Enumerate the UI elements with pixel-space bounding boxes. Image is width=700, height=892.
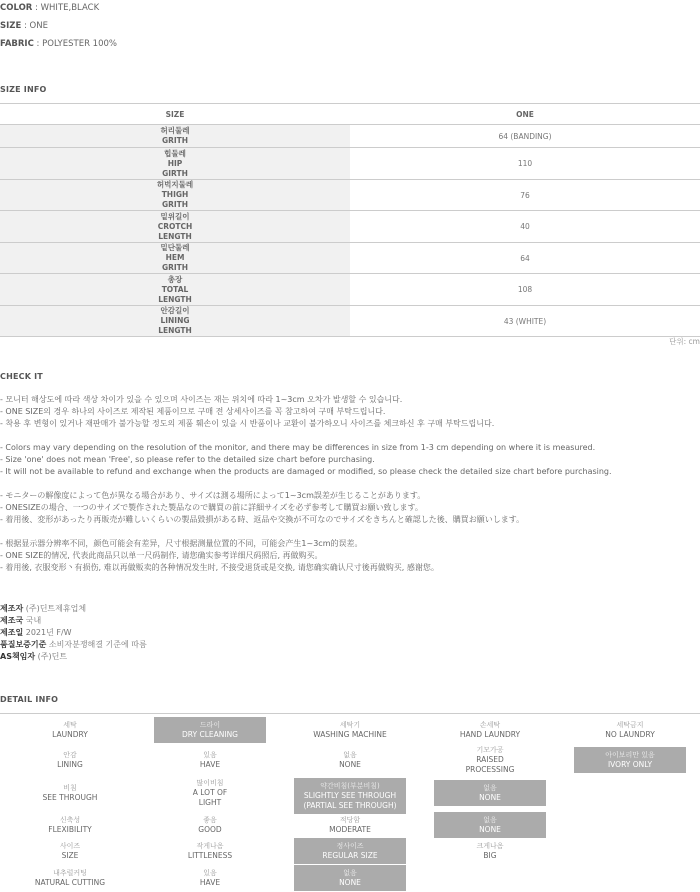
size-header-label: SIZE [0,104,350,125]
spec-label: FABRIC [0,39,34,49]
detail-ko-label: 신축성 [59,815,81,824]
detail-en-label: WASHING MACHINE [313,729,387,739]
unit-note: 단위: cm [669,337,700,346]
size-measure-line: 허벅지둘레 [156,180,194,189]
detail-option [154,841,266,861]
detail-ko-label: 기모가공 [476,746,504,754]
detail-en-label: DRY CLEANING [181,729,238,739]
detail-en-label: PROCESSING [465,765,515,774]
detail-ko-label: 비침 [63,783,77,792]
size-measure-line: TOTAL [161,284,189,294]
detail-en-label: SEE THROUGH [42,792,98,802]
note-block [0,394,612,430]
spec-label: COLOR [0,3,33,13]
detail-ko-label: 있음 [203,750,217,759]
size-measure-line: GRITH [161,136,189,145]
spec-value: ONE [29,21,48,31]
note-line: - Colors may vary depending on the resolution of the monitor, and there may be differences in size from 1-3 cm depending on where it is measured. [0,443,596,452]
note-line: - 모니터 해상도에 따라 색상 차이가 있을 수 있으며 사이즈는 재는 위치에 따라 1~3cm 오차가 발생할 수 있습니다. [0,395,403,404]
note-line: - ONESIZEの場合、一つのサイズで製作された製品なので購買の前に詳細サイズを必ず参考して購買お願い致します。 [0,503,423,512]
spec-value: WHITE,BLACK [40,3,100,13]
detail-option [154,815,266,835]
detail-option [434,720,546,740]
size-measure-label [0,274,350,306]
maker-value: (주)딘트제휴업체 [23,604,87,613]
note-line: - 착용 후 변형이 있거나 재판매가 불가능할 정도의 제품 훼손이 있을 시 반품이나 교환이 불가하오니 사이즈를 체크하신 후 구매 부탁드립니다. [0,419,495,428]
maker-value: (주)딘트 [35,652,68,661]
detail-option [154,778,266,808]
detail-ko-label: 없음 [343,750,357,759]
detail-category [14,720,126,740]
detail-en-label: RAISED [476,755,504,764]
detail-category [14,868,126,888]
detail-ko-label: 내추럴커팅 [53,868,87,877]
maker-info [0,603,147,663]
detail-en-label: (PARTIAL SEE THROUGH) [303,801,397,810]
detail-ko-label: 적당함 [339,815,361,824]
note-line: - 着用後、変形があったり再販売が難しいくらいの製品毀損がある時、返品や交換が不可なのでサイズをきちんと確認した後、購買お願いします。 [0,515,525,524]
size-measure-line: HIP [167,158,183,168]
size-measure-value: 64 (BANDING) [350,125,700,148]
spec-size: SIZE : ONE [0,21,48,31]
detail-ko-label: 없음 [343,869,357,877]
spec-label: SIZE [0,21,22,31]
size-measure-line: 밑단둘레 [160,243,190,252]
detail-en-label: NONE [479,792,501,802]
detail-category [14,750,126,770]
note-block [0,538,612,574]
note-line: - It will not be available to refund and exchange when the products are damaged or modified, so please check the detailed size chart before purchasing. [0,467,612,476]
detail-option [434,745,546,775]
size-measure-line: 안감길이 [160,306,190,315]
note-line: - 着用後, 衣服变形丶有损伤, 难以再做贩卖的各种情况发生时, 不接受退货或是交换, 请您确实确认尺寸後再做购买, 感谢您。 [0,563,439,572]
size-table-row [0,211,700,243]
size-measure-line: GRITH [161,200,189,209]
detail-ko-label: 세탁 [63,720,77,729]
size-measure-value: 76 [350,180,700,211]
detail-option [294,815,406,835]
detail-option [154,868,266,888]
detail-ko-label: 안감 [63,750,77,759]
detail-ko-label: 크게나옴 [476,841,504,850]
size-measure-line: LENGTH [158,231,192,241]
maker-line [0,615,147,627]
detail-en-label: NATURAL CUTTING [34,877,106,887]
detail-ko-label: 사이즈 [59,841,81,850]
size-table-row [0,148,700,180]
note-line: - ONE SIZE的情况, 代表此商品只以单一尺码制作, 请您确实参考详细尺码照后, 再做购买。 [0,551,323,560]
note-block [0,490,612,526]
size-measure-line: LENGTH [158,294,192,304]
detail-ko-label: 세탁금지 [616,720,644,729]
detail-ko-label: 작게나옴 [196,841,224,850]
note-line: - 根据显示器分辨率不同，颜色可能会有差异，尺寸根据测量位置的不同，可能会产生1~3cm的误差。 [0,539,363,548]
detail-ko-label: 없음 [483,783,497,792]
size-measure-value: 110 [350,148,700,180]
spec-value: POLYESTER 100% [42,39,117,49]
detail-en-label: LINING [57,759,83,769]
detail-option [294,720,406,740]
note-block [0,442,612,478]
detail-info-grid [0,713,700,892]
size-measure-line: LENGTH [158,326,192,335]
detail-info-title: DETAIL INFO [0,695,59,704]
check-it-notes [0,394,612,586]
detail-option [574,720,686,740]
size-measure-label [0,243,350,274]
detail-en-label: LITTLENESS [187,850,233,860]
size-measure-line: 허리둘레 [160,126,190,135]
detail-en-label: NO LAUNDRY [605,729,655,739]
detail-en-label: MODERATE [329,824,371,834]
detail-ko-label: 아이보리만 있음 [605,750,655,759]
detail-ko-label: 세탁기 [339,720,361,729]
detail-ko-label: 약간비침(부분비침) [320,782,380,790]
maker-line [0,603,147,615]
detail-en-label: BIG [483,850,497,860]
size-table-row [0,180,700,211]
detail-option [294,778,406,814]
detail-en-label: HAND LAUNDRY [459,729,521,739]
detail-ko-label: 많이비침 [196,779,224,787]
detail-en-label: REGULAR SIZE [322,851,378,860]
size-measure-value: 108 [350,274,700,306]
note-line: - モニターの解像度によって色が異なる場合があり、サイズは測る場所によって1~3cm誤差が生じることがあります。 [0,491,426,500]
detail-en-label: SIZE [61,850,79,860]
detail-option [154,750,266,770]
size-measure-line: 총장 [167,274,183,284]
detail-category [14,841,126,861]
detail-ko-label: 정사이즈 [336,842,364,850]
size-measure-label [0,306,350,337]
detail-en-label: FLEXIBILITY [48,824,92,834]
size-measure-line: GRITH [161,263,189,272]
maker-value: 국내 [23,616,42,625]
detail-ko-label: 좋음 [203,815,217,824]
spec-color: COLOR : WHITE,BLACK [0,3,100,13]
size-table-row [0,125,700,148]
size-measure-value: 43 (WHITE) [350,306,700,337]
detail-en-label: NONE [479,824,501,834]
detail-en-label: IVORY ONLY [607,759,653,769]
detail-option [294,838,406,864]
detail-en-label: NONE [339,759,361,769]
check-it-title: CHECK IT [0,372,43,381]
maker-line [0,651,147,663]
detail-ko-label: 손세탁 [479,720,501,729]
detail-option [154,717,266,743]
note-line: - ONE SIZE의 경우 하나의 사이즈로 제작된 제품이므로 구매 전 상세사이즈를 꼭 참고하여 구매 부탁드립니다. [0,407,386,416]
size-table-row [0,243,700,274]
detail-option [434,812,546,838]
detail-option [434,780,546,806]
detail-en-label: GOOD [198,824,222,834]
detail-en-label: LAUNDRY [52,729,88,739]
detail-category [14,815,126,835]
size-measure-label [0,211,350,243]
detail-ko-label: 드라이 [199,720,221,729]
detail-category [14,783,126,803]
size-measure-line: LINING [160,316,190,325]
size-table-row [0,306,700,337]
size-measure-line: 밑위길이 [160,211,190,221]
size-measure-line: 힙둘레 [164,148,186,158]
detail-option [574,747,686,773]
detail-en-label: SLIGHTLY SEE THROUGH [303,791,397,800]
spec-fabric: FABRIC : POLYESTER 100% [0,39,117,49]
size-header-value: ONE [350,104,700,125]
detail-en-label: HAVE [199,759,221,769]
size-table-header [0,104,700,125]
detail-option [294,750,406,770]
size-measure-line: THIGH [161,190,189,199]
size-info-title: SIZE INFO [0,85,47,94]
detail-ko-label: 없음 [483,815,497,824]
note-line: - Size 'one' does not mean 'Free', so please refer to the detailed size chart before purchasing. [0,455,375,464]
size-measure-label [0,180,350,211]
size-measure-label [0,125,350,148]
detail-en-label: NONE [339,878,361,887]
detail-en-label: LIGHT [198,798,222,807]
maker-line [0,639,147,651]
maker-value: 2021년 F/W [23,628,72,637]
size-measure-value: 40 [350,211,700,243]
size-measure-line: HEM [165,253,185,262]
size-table-row [0,274,700,306]
detail-option [434,841,546,861]
detail-ko-label: 있음 [203,868,217,877]
maker-label: 제조국 [0,616,24,625]
size-measure-line: CROTCH [157,221,193,231]
maker-label: AS책임자 [0,652,36,661]
size-measure-value: 64 [350,243,700,274]
size-measure-label [0,148,350,180]
detail-en-label: A LOT OF [192,788,228,797]
maker-label: 제조자 [0,604,24,613]
maker-label: 품질보증기준 [0,640,47,649]
maker-line [0,627,147,639]
size-table [0,103,700,337]
size-measure-line: GIRTH [162,168,188,178]
maker-label: 제조일 [0,628,24,637]
maker-value: 소비자분쟁해결 기준에 따름 [46,640,147,649]
detail-option [294,865,406,891]
detail-en-label: HAVE [199,877,221,887]
